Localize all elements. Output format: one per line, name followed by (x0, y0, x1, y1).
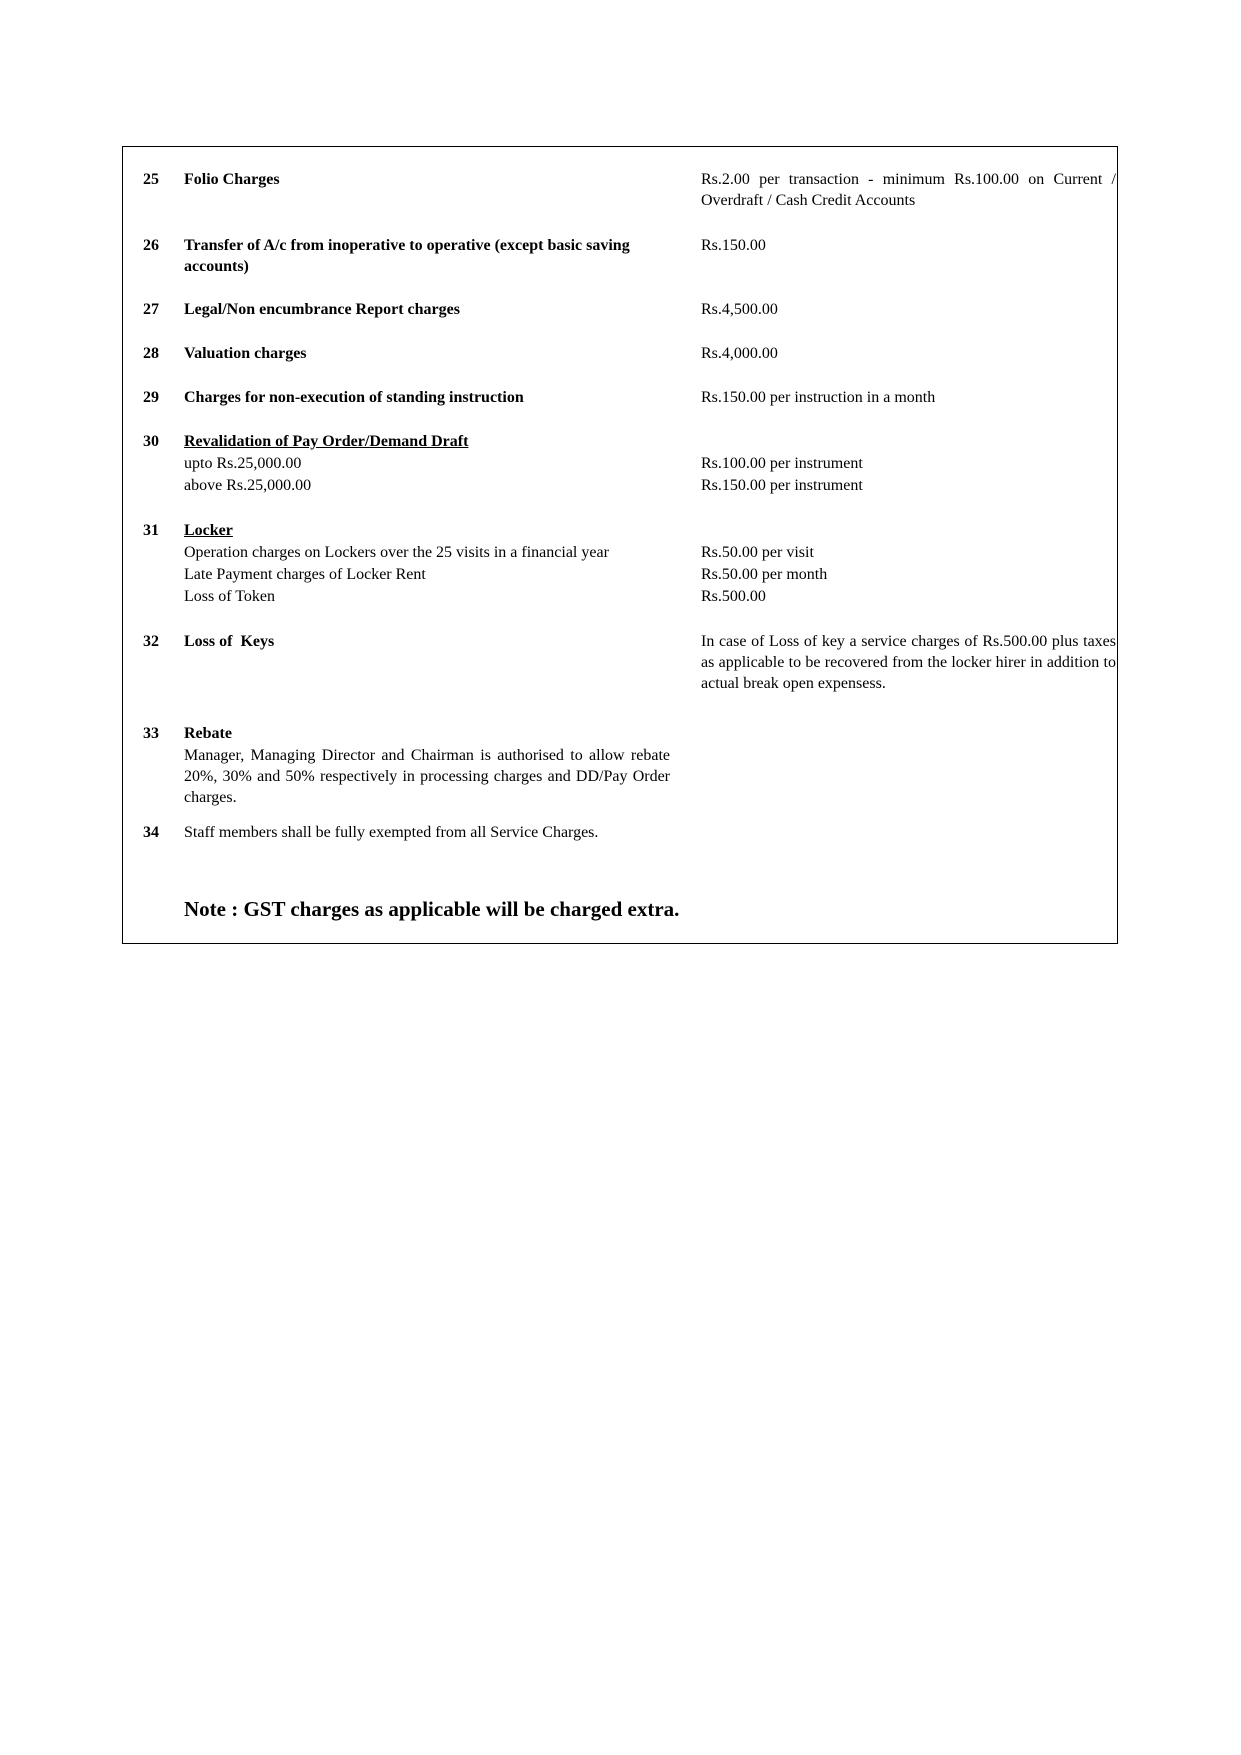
row-description (184, 723, 670, 808)
sub-item-charge: Rs.150.00 per instrument (701, 477, 863, 494)
row-title: Charges for non-execution of standing instruction (184, 389, 524, 406)
row-title: Locker (184, 522, 233, 539)
row-charge: Rs.4,000.00 (701, 345, 778, 362)
row-text: Manager, Managing Director and Chairman is authorised to allow rebate 20%, 30% and 50% respectively in processing charges and DD/Pay Order charges. (184, 747, 670, 806)
row-title: Legal/Non encumbrance Report charges (184, 301, 460, 318)
row-description (184, 431, 670, 497)
row-charges (701, 431, 1116, 497)
row-number: 32 (143, 633, 159, 650)
row-number: 33 (143, 725, 159, 742)
row-charge: In case of Loss of key a service charges of Rs.500.00 plus taxes as applicable to be recovered from the locker hirer in addition to actual break open expensess. (701, 633, 1116, 692)
row-title: Valuation charges (184, 345, 307, 362)
row-charge: Rs.4,500.00 (701, 301, 778, 318)
row-description (184, 520, 670, 608)
sub-item-label: Late Payment charges of Locker Rent (184, 566, 426, 583)
row-charges (701, 520, 1116, 608)
sub-item-label: upto Rs.25,000.00 (184, 455, 302, 472)
row-number: 28 (143, 345, 159, 362)
row-number: 34 (143, 824, 159, 841)
row-title: Revalidation of Pay Order/Demand Draft (184, 433, 469, 450)
sub-item-label: Operation charges on Lockers over the 25 visits in a financial year (184, 544, 609, 561)
row-number: 30 (143, 433, 159, 450)
row-charge: Rs.150.00 (701, 237, 766, 254)
sub-item-label: Loss of Token (184, 588, 276, 605)
row-number: 26 (143, 237, 159, 254)
charges-table (122, 146, 1118, 944)
row-title: Rebate (184, 725, 232, 742)
row-title: Folio Charges (184, 171, 280, 188)
row-title: Transfer of A/c from inoperative to operative (except basic saving accounts) (184, 237, 630, 275)
row-charge: Rs.2.00 per transaction - minimum Rs.100.00 on Current / Overdraft / Cash Credit Accounts (701, 171, 1116, 209)
sub-item-charge: Rs.50.00 per visit (701, 544, 814, 561)
row-number: 29 (143, 389, 159, 406)
row-title: Loss of Keys (184, 633, 275, 650)
sub-item-charge: Rs.50.00 per month (701, 566, 828, 583)
sub-item-charge: Rs.100.00 per instrument (701, 455, 863, 472)
row-number: 27 (143, 301, 159, 318)
row-number: 25 (143, 171, 159, 188)
row-text: Staff members shall be fully exempted from all Service Charges. (184, 824, 599, 841)
sub-item-charge: Rs.500.00 (701, 588, 766, 605)
sub-item-label: above Rs.25,000.00 (184, 477, 312, 494)
gst-note: Note : GST charges as applicable will be charged extra. (184, 897, 680, 921)
row-number: 31 (143, 522, 159, 539)
row-charge: Rs.150.00 per instruction in a month (701, 389, 936, 406)
